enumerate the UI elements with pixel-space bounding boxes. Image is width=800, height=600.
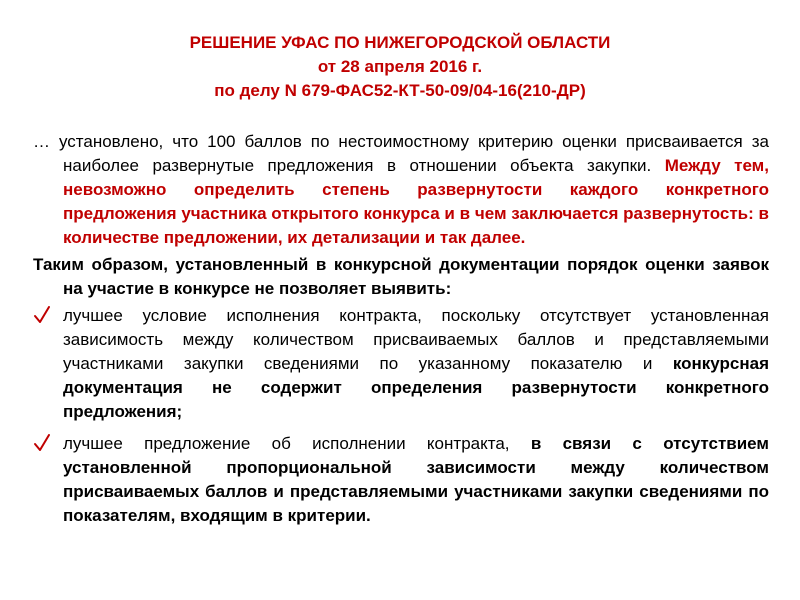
intro-paragraph	[33, 130, 769, 250]
intro-text: … установлено, что 100 баллов по нестоимостному критерию оценки присваивается за наиболее развернутые предложения в отношении объекта закупки.	[33, 132, 769, 175]
bullet-text-1	[63, 304, 769, 424]
checkmark-icon	[33, 433, 51, 453]
title-line-2: от 28 апреля 2016 г.	[317, 57, 483, 76]
bullet-text-2	[63, 432, 769, 528]
slide-title	[0, 31, 800, 103]
bullet-item-2	[33, 432, 769, 528]
summary-paragraph: Таким образом, установленный в конкурсной документации порядок оценки заявок на участие в конкурсе не позволяет выявить:	[33, 255, 769, 298]
slide-body	[33, 130, 769, 528]
bullet-item-1	[33, 304, 769, 424]
bullet-1-plain: лучшее условие исполнения контракта, поскольку отсутствует установленная зависимость между количеством присваиваемых баллов и представляемыми участниками закупки сведениями по указанному показателю и	[63, 306, 769, 373]
title-line-1: РЕШЕНИЕ УФАС ПО НИЖЕГОРОДСКОЙ ОБЛАСТИ	[189, 33, 611, 52]
intro-highlight: Между тем, невозможно определить степень развернутости каждого конкретного предложения участника открытого конкурса и в чем заключается развернутость: в количестве предложении, их детализации и так далее.	[63, 156, 769, 247]
checkmark-icon	[33, 305, 51, 325]
bullet-2-plain: лучшее предложение об исполнении контракта,	[63, 434, 510, 453]
title-line-3: по делу N 679-ФАС52-КТ-50-09/04-16(210-ДР)	[214, 81, 586, 100]
bullet-1-bold: конкурсная документация не содержит определения развернутости конкретного предложения;	[63, 354, 769, 421]
bullet-2-bold: в связи с отсутствием установленной пропорциональной зависимости между количеством присваиваемых баллов и представляемыми участниками закупки сведениями по показателям, входящим в критерии.	[63, 434, 769, 525]
